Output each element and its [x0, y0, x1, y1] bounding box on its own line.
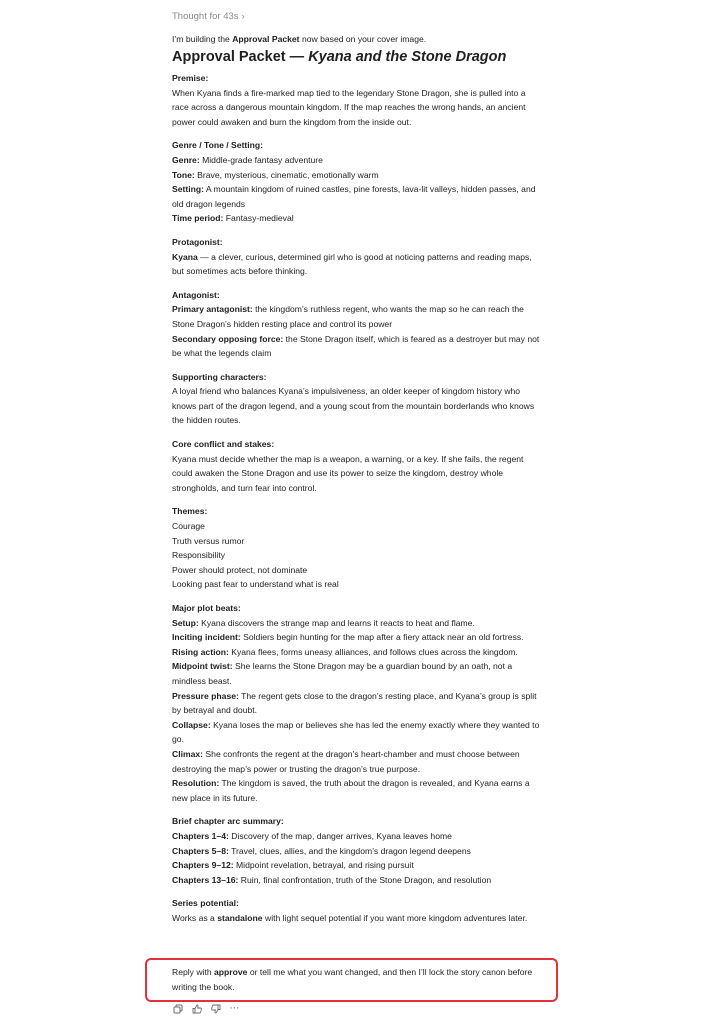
- line-label: Resolution:: [172, 778, 220, 789]
- line-text: Looking past fear to understand what is real: [172, 579, 339, 590]
- packet-section: [172, 288, 540, 361]
- section-line: [172, 911, 540, 926]
- packet-section: [172, 896, 540, 925]
- line-text: Ruin, final confrontation, truth of the Stone Dragon, and resolution: [238, 874, 492, 885]
- section-line: [172, 153, 540, 168]
- line-emphasis: standalone: [217, 912, 263, 923]
- intro-pre: I’m building the: [172, 34, 233, 44]
- line-label: Inciting incident:: [172, 632, 241, 643]
- message-column: [172, 0, 540, 925]
- packet-section: [172, 138, 540, 226]
- packet-section: [172, 504, 540, 592]
- section-line: [172, 645, 540, 660]
- line-label: Primary antagonist:: [172, 304, 253, 315]
- line-text-tail: with light sequel potential if you want more kingdom adventures later.: [262, 912, 528, 923]
- packet-section: [172, 814, 540, 887]
- line-text: Works as a: [172, 912, 218, 923]
- line-text: Courage: [172, 521, 205, 532]
- line-text: Brave, mysterious, cinematic, emotionally warm: [194, 169, 379, 180]
- intro-text: [172, 32, 540, 46]
- section-line: [172, 250, 540, 279]
- section-heading: Series potential:: [172, 898, 239, 909]
- reply-instruction: [172, 965, 542, 995]
- line-text: Power should protect, not dominate: [172, 564, 308, 575]
- line-label: Tone:: [172, 169, 195, 180]
- title-prefix: Approval Packet —: [172, 49, 309, 65]
- section-line: [172, 86, 540, 130]
- section-line: [172, 332, 540, 361]
- section-line: [172, 844, 540, 859]
- line-label: Setting:: [172, 184, 204, 195]
- section-line: [172, 689, 540, 718]
- section-heading: Genre / Tone / Setting:: [172, 140, 264, 151]
- title-italic: Kyana and the Stone Dragon: [308, 49, 507, 65]
- line-text: Truth versus rumor: [172, 535, 245, 546]
- line-text: Travel, clues, allies, and the kingdom’s dragon legend deepens: [228, 845, 471, 856]
- line-text: Kyana flees, forms uneasy alliances, and follows clues across the kingdom.: [228, 646, 518, 657]
- line-label: Rising action:: [172, 646, 229, 657]
- line-text: Kyana discovers the strange map and learns it reacts to heat and flame.: [198, 617, 475, 628]
- line-label: Setup:: [172, 617, 199, 628]
- line-text: Kyana must decide whether the map is a weapon, a warning, or a key. If she fails, the regent could awaken the Stone Dragon and use its power to seize the kingdom, destroy whole strongholds, and turn fear into control.: [172, 453, 524, 493]
- packet-sections: [172, 71, 540, 925]
- section-line: [172, 519, 540, 534]
- section-line: [172, 302, 540, 331]
- section-line: [172, 829, 540, 844]
- section-line: [172, 858, 540, 873]
- section-line: [172, 577, 540, 592]
- packet-section: [172, 437, 540, 495]
- line-text: She learns the Stone Dragon may be a guardian bound by an oath, not a mindless beast.: [172, 661, 513, 686]
- packet-section: [172, 235, 540, 279]
- section-line: [172, 452, 540, 496]
- thumbs-down-icon[interactable]: [210, 1003, 221, 1014]
- line-label: Chapters 13–16:: [172, 874, 239, 885]
- section-heading: Brief chapter arc summary:: [172, 816, 284, 827]
- section-line: [172, 211, 540, 226]
- section-line: [172, 548, 540, 563]
- packet-section: [172, 370, 540, 428]
- reply-pre: Reply with: [172, 967, 215, 977]
- chevron-right-icon: ›: [241, 10, 245, 22]
- line-label: Climax:: [172, 748, 204, 759]
- line-label: Chapters 5–8:: [172, 845, 229, 856]
- section-line: [172, 659, 540, 688]
- section-line: [172, 776, 540, 805]
- intro-post: now based on your cover image.: [299, 34, 427, 44]
- line-text: Discovery of the map, danger arrives, Kyana leaves home: [228, 830, 452, 841]
- line-label: Kyana: [172, 251, 198, 262]
- thought-label: Thought for 43s: [172, 10, 239, 22]
- line-label: Secondary opposing force:: [172, 333, 284, 344]
- packet-title: [172, 48, 540, 67]
- line-label: Chapters 1–4:: [172, 830, 229, 841]
- section-line: [172, 168, 540, 183]
- section-line: [172, 873, 540, 888]
- section-heading: Premise:: [172, 73, 209, 83]
- line-text: the Stone Dragon itself, which is feared as a destroyer but may not be what the legends claim: [172, 333, 540, 359]
- section-line: [172, 616, 540, 631]
- line-label: Midpoint twist:: [172, 661, 233, 672]
- message-actions: [172, 1003, 240, 1014]
- section-line: [172, 563, 540, 578]
- line-text: Midpoint revelation, betrayal, and rising pursuit: [233, 860, 414, 871]
- line-text: A mountain kingdom of ruined castles, pine forests, lava-lit valleys, hidden passes, and old dragon legends: [172, 184, 536, 209]
- copy-icon[interactable]: [172, 1003, 183, 1014]
- line-label: Collapse:: [172, 719, 211, 730]
- section-heading: Major plot beats:: [172, 603, 241, 613]
- section-line: [172, 630, 540, 645]
- section-line: [172, 534, 540, 549]
- section-heading: Themes:: [172, 506, 208, 517]
- reply-post: or tell me what you want changed, and then I’ll lock the story canon before writing the book.: [172, 967, 533, 992]
- more-options-icon[interactable]: ⋯: [229, 1003, 240, 1014]
- line-label: Time period:: [172, 213, 224, 224]
- line-label: Pressure phase:: [172, 690, 239, 701]
- line-text: Fantasy-medieval: [223, 213, 294, 224]
- line-text: Responsibility: [172, 550, 226, 561]
- section-heading: Core conflict and stakes:: [172, 439, 275, 450]
- line-text: The regent gets close to the dragon’s resting place, and Kyana’s group is split by betrayal and doubt.: [172, 690, 537, 716]
- packet-section: [172, 601, 540, 805]
- section-heading: Protagonist:: [172, 236, 223, 247]
- section-line: [172, 384, 540, 428]
- line-text: A loyal friend who balances Kyana’s impulsiveness, an older keeper of kingdom history who knows part of the dragon legend, and a young scout from the mountain borderlands who knows the hidden routes.: [172, 386, 535, 426]
- packet-section: [172, 71, 540, 129]
- section-line: [172, 182, 540, 211]
- line-text: When Kyana finds a fire-marked map tied to the legendary Stone Dragon, she is pulled into a race across a dangerous mountain kingdom. If the map reaches the wrong hands, an ancient power could awaken and burn the kingdom from the inside out.: [172, 87, 526, 127]
- section-heading: Antagonist:: [172, 289, 220, 300]
- line-text: the kingdom’s ruthless regent, who wants the map so he can reach the Stone Dragon’s hidden resting place and control its power: [172, 304, 524, 329]
- line-label: Genre:: [172, 154, 200, 165]
- line-text: She confronts the regent at the dragon’s heart-chamber and must choose between destroying the map’s power or trusting the dragon’s true purpose.: [172, 748, 520, 774]
- section-heading: Supporting characters:: [172, 371, 267, 382]
- section-line: [172, 747, 540, 776]
- thought-toggle[interactable]: [172, 9, 540, 23]
- line-text: — a clever, curious, determined girl who is good at noticing patterns and reading maps, but sometimes acts before thinking.: [172, 251, 532, 277]
- reply-bold: approve: [214, 967, 248, 977]
- line-label: Chapters 9–12:: [172, 860, 234, 871]
- line-text: Soldiers begin hunting for the map after a fiery attack near an old fortress.: [240, 632, 524, 643]
- line-text: The kingdom is saved, the truth about the dragon is revealed, and Kyana earns a new place in its future.: [172, 778, 530, 803]
- line-text: Kyana loses the map or believes she has led the enemy exactly where they wanted to go.: [172, 719, 540, 745]
- intro-bold: Approval Packet: [232, 34, 300, 44]
- section-line: [172, 718, 540, 747]
- line-text: Middle-grade fantasy adventure: [199, 154, 323, 165]
- thumbs-up-icon[interactable]: [191, 1003, 202, 1014]
